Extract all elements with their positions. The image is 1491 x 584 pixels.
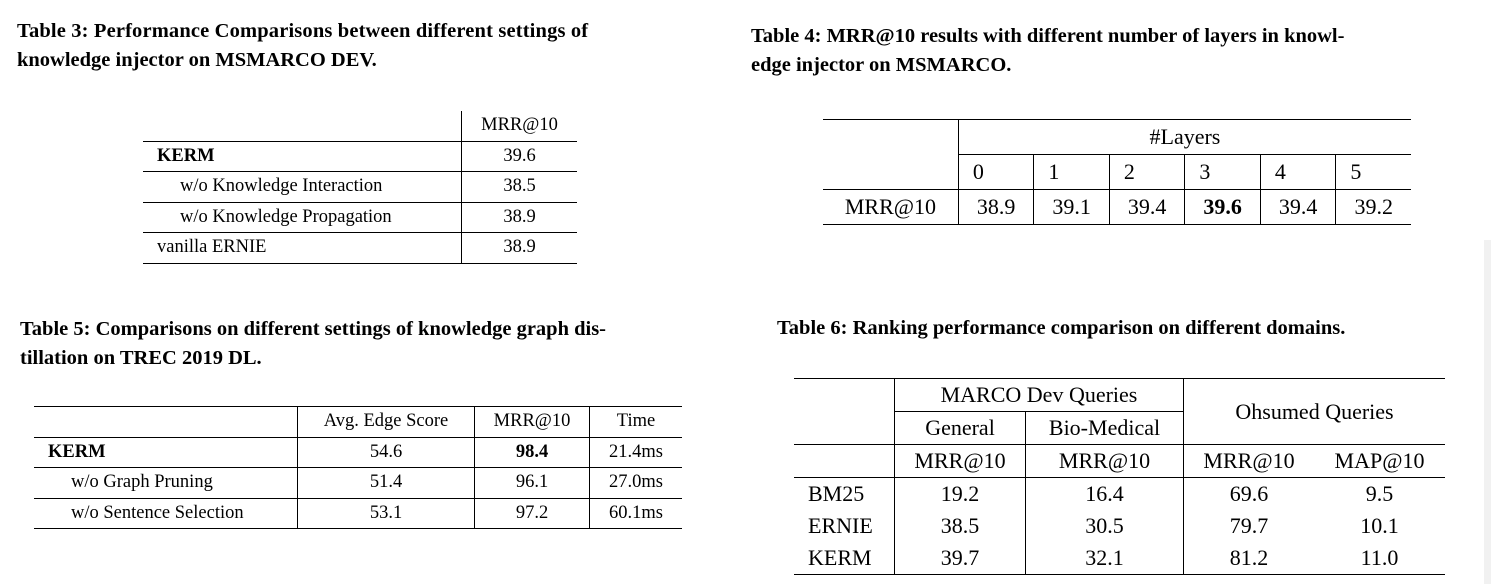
table4-value: 38.9 bbox=[958, 190, 1034, 225]
table5-cell: 54.6 bbox=[298, 437, 475, 468]
table6-caption bbox=[777, 314, 1477, 343]
table4-row-label: MRR@10 bbox=[844, 194, 937, 219]
table6-metric: MRR@10 bbox=[1184, 445, 1315, 478]
table3-caption bbox=[17, 17, 717, 75]
table6-sub-general: General bbox=[895, 412, 1026, 445]
table3-caption-line2: knowledge injector on MSMARCO DEV. bbox=[17, 49, 377, 71]
table5-cell: 53.1 bbox=[298, 498, 475, 529]
table-row bbox=[794, 510, 1445, 542]
table4-layer-header: 1 bbox=[1034, 155, 1110, 190]
table3-row-label: w/o Knowledge Interaction bbox=[180, 176, 383, 196]
table4-value: 39.2 bbox=[1336, 190, 1411, 225]
table6-group-marco: MARCO Dev Queries bbox=[895, 379, 1184, 412]
table6-cell: 38.5 bbox=[895, 510, 1026, 542]
table6-cell: 11.0 bbox=[1360, 545, 1399, 570]
table4-layer-header: 2 bbox=[1109, 155, 1185, 190]
scrollbar[interactable] bbox=[1484, 240, 1491, 584]
table5-cell: 96.1 bbox=[475, 468, 590, 499]
table5-cell: 27.0ms bbox=[590, 468, 683, 499]
table6-metric: MRR@10 bbox=[895, 445, 1026, 478]
table3-header-mrr: MRR@10 bbox=[462, 111, 578, 141]
table6-cell: 9.5 bbox=[1365, 481, 1394, 506]
table6-caption-line: Table 6: Ranking performance comparison on different domains. bbox=[777, 317, 1346, 339]
table6-cell: 39.7 bbox=[895, 542, 1026, 575]
table6-cell: 30.5 bbox=[1026, 510, 1184, 542]
table3-row-value: 38.9 bbox=[462, 233, 578, 264]
table5-row-label: w/o Graph Pruning bbox=[71, 472, 213, 492]
table5-cell: 60.1ms bbox=[590, 498, 683, 529]
table-row bbox=[34, 468, 682, 499]
table5-cell: 97.2 bbox=[475, 498, 590, 529]
table-row bbox=[143, 202, 577, 233]
table6-cell: 19.2 bbox=[895, 478, 1026, 511]
table6-cell: 69.6 bbox=[1184, 478, 1315, 511]
table6-cell: 81.2 bbox=[1184, 542, 1315, 575]
table6-metric: MRR@10 bbox=[1026, 445, 1184, 478]
table-row bbox=[143, 233, 577, 264]
table4-value: 39.4 bbox=[1260, 190, 1336, 225]
table4-corner-cell bbox=[823, 120, 958, 155]
table6-row-label: KERM bbox=[808, 545, 872, 570]
table6-row-label: ERNIE bbox=[808, 513, 873, 538]
table3-corner-cell bbox=[143, 111, 462, 141]
table4-layer-header: 3 bbox=[1185, 155, 1261, 190]
table3-row-label: vanilla ERNIE bbox=[157, 237, 267, 257]
table6-sub-biomedical: Bio-Medical bbox=[1026, 412, 1184, 445]
table5-cell: 51.4 bbox=[298, 468, 475, 499]
table4-caption-line2: edge injector on MSMARCO. bbox=[751, 54, 1012, 76]
table4-value: 39.4 bbox=[1109, 190, 1185, 225]
table5-row-label: KERM bbox=[48, 441, 106, 462]
table4-group-header: #Layers bbox=[958, 120, 1411, 155]
table5-caption bbox=[20, 315, 720, 373]
table4-caption bbox=[751, 22, 1491, 80]
table6-row-label: BM25 bbox=[808, 481, 865, 506]
table4-caption-line1: Table 4: MRR@10 results with different number of layers in knowl- bbox=[751, 25, 1345, 47]
table-row bbox=[34, 437, 682, 468]
table-row bbox=[34, 498, 682, 529]
table6-corner-cell bbox=[794, 445, 895, 478]
table5 bbox=[34, 406, 682, 529]
table6-cell: 16.4 bbox=[1026, 478, 1184, 511]
table3-row-value: 38.9 bbox=[462, 202, 578, 233]
table5-corner-cell bbox=[34, 407, 298, 438]
table4-corner-cell bbox=[823, 155, 958, 190]
table3-caption-line1: Table 3: Performance Comparisons between different settings of bbox=[17, 20, 589, 42]
table-row bbox=[794, 542, 1445, 575]
table3-row-label: w/o Knowledge Propagation bbox=[180, 206, 392, 227]
table5-header-edge-score: Avg. Edge Score bbox=[298, 407, 475, 438]
table5-caption-line2: tillation on TREC 2019 DL. bbox=[20, 347, 262, 369]
table6-cell: 79.7 bbox=[1184, 510, 1315, 542]
table5-header-mrr: MRR@10 bbox=[475, 407, 590, 438]
table6-corner-cell bbox=[794, 379, 895, 412]
table3-row-value: 39.6 bbox=[462, 141, 578, 172]
table5-caption-line1: Table 5: Comparisons on different settings of knowledge graph dis- bbox=[20, 318, 607, 340]
table6-group-ohsumed: Ohsumed Queries bbox=[1184, 379, 1446, 445]
table-row bbox=[794, 478, 1445, 511]
table4-layer-header: 5 bbox=[1336, 155, 1411, 190]
table6-metric: MAP@10 bbox=[1334, 448, 1425, 473]
table6-cell: 32.1 bbox=[1026, 542, 1184, 575]
table4-layer-header: 0 bbox=[958, 155, 1034, 190]
table3-row-label: KERM bbox=[157, 145, 215, 166]
table4-value-best: 39.6 bbox=[1185, 190, 1261, 225]
table6 bbox=[794, 378, 1445, 575]
table3 bbox=[143, 111, 577, 264]
table3-row-value: 38.5 bbox=[462, 172, 578, 203]
table-row bbox=[143, 141, 577, 172]
table5-cell: 21.4ms bbox=[590, 437, 683, 468]
table6-corner-cell bbox=[794, 412, 895, 445]
table4-layer-header: 4 bbox=[1260, 155, 1336, 190]
table5-header-time: Time bbox=[590, 407, 683, 438]
table6-cell: 10.1 bbox=[1360, 513, 1399, 538]
table-row bbox=[823, 190, 1411, 225]
table5-row-label: w/o Sentence Selection bbox=[71, 502, 244, 523]
table5-cell-best: 98.4 bbox=[475, 437, 590, 468]
table4 bbox=[823, 119, 1411, 225]
table-row bbox=[143, 172, 577, 203]
table4-value: 39.1 bbox=[1034, 190, 1110, 225]
